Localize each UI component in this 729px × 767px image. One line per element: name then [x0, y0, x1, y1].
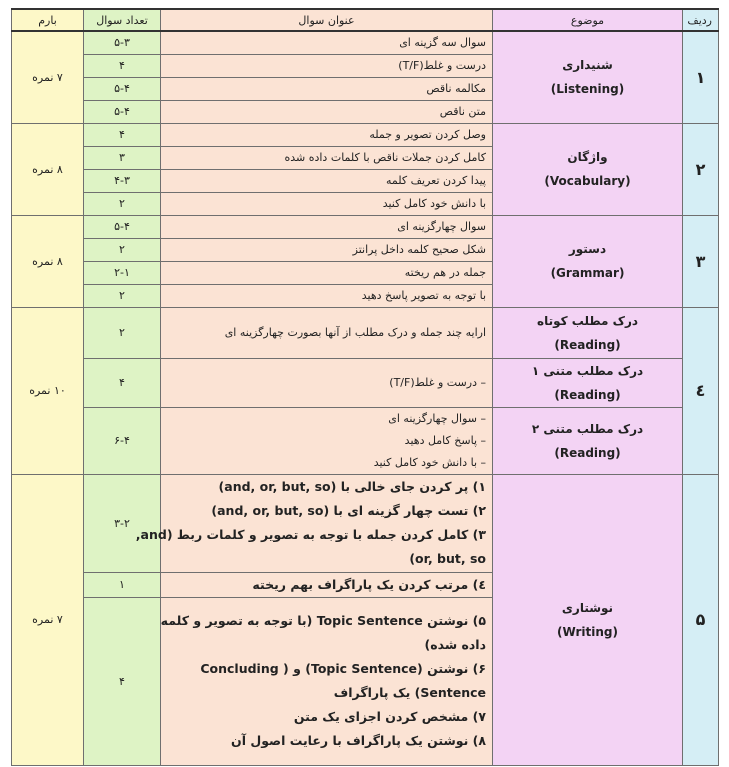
question-title: Sentence) یک پاراگراف — [333, 685, 486, 700]
section-topic — [493, 474, 683, 765]
section-number: ۵ — [683, 474, 719, 765]
question-title: – سوال چهارگزینه ای — [388, 411, 486, 425]
section-score: ۸ نمره — [12, 123, 84, 215]
question-count: ۶-۴ — [84, 407, 161, 474]
topic-fa: شنیداری — [562, 58, 613, 73]
question-title: مکالمه ناقص — [161, 77, 493, 100]
question-title: داده شده) — [424, 637, 486, 652]
question-title: ۲) تست چهار گزینه ای با (and, or, but, so) — [211, 503, 486, 518]
question-count: ۴ — [84, 123, 161, 146]
table-row — [12, 31, 719, 54]
question-titles — [161, 597, 493, 765]
table-row — [12, 307, 719, 358]
section-number: ۲ — [683, 123, 719, 215]
section-topic: درک مطلب متنی ۲ (Reading) — [493, 407, 683, 474]
section-number: ٤ — [683, 307, 719, 474]
question-title: ارایه چند جمله و درک مطلب از آنها بصورت چهارگزینه ای — [161, 307, 493, 358]
table-row — [12, 123, 719, 146]
question-title: سوال سه گزینه ای — [161, 31, 493, 54]
section-score: ۸ نمره — [12, 215, 84, 307]
question-title: درست و غلط(T/F) — [161, 54, 493, 77]
question-title: – با دانش خود کامل کنید — [373, 455, 486, 469]
question-title: با توجه به تصویر پاسخ دهید — [161, 284, 493, 307]
section-topic — [493, 307, 683, 358]
section-number: ۱ — [683, 31, 719, 123]
section-topic — [493, 123, 683, 215]
header-score: بارم — [12, 9, 84, 31]
question-count: ۴ — [84, 358, 161, 407]
question-count: ۳-۲ — [84, 474, 161, 572]
header-title: عنوان سوال — [161, 9, 493, 31]
question-title: سوال چهارگزینه ای — [161, 215, 493, 238]
question-count: ۲ — [84, 307, 161, 358]
question-title: ۵) نوشتن Topic Sentence (با توجه به تصویر و کلمه — [160, 613, 486, 628]
section-number: ۳ — [683, 215, 719, 307]
question-count: ۴ — [84, 54, 161, 77]
question-title: با دانش خود کامل کنید — [161, 192, 493, 215]
header-count: تعداد سوال — [84, 9, 161, 31]
question-count: ۲ — [84, 284, 161, 307]
question-count: ۲-۱ — [84, 261, 161, 284]
question-count: ۲ — [84, 192, 161, 215]
question-title: – درست و غلط(T/F) — [161, 358, 493, 407]
table-row — [12, 215, 719, 238]
topic-en: (Grammar) — [550, 266, 625, 280]
question-titles — [135, 474, 493, 572]
table-row — [12, 358, 719, 407]
question-title: ۳) کامل کردن جمله با توجه به تصویر و کلمات ربط (and, — [135, 527, 486, 542]
question-count: ۵-۴ — [84, 77, 161, 100]
topic-en: (Vocabulary) — [544, 174, 631, 188]
question-title: ۱) پر کردن جای خالی با (and, or, but, so) — [218, 479, 486, 494]
topic-en: (Writing) — [556, 624, 618, 639]
question-count: ۵-۴ — [84, 215, 161, 238]
question-count: ۴-۳ — [84, 169, 161, 192]
section-score: ۷ نمره — [12, 31, 84, 123]
topic-en: (Listening) — [550, 82, 625, 97]
section-score: ۷ نمره — [12, 474, 84, 765]
question-count: ۵-۳ — [84, 31, 161, 54]
section-topic — [493, 31, 683, 123]
question-title: ۷) مشخص کردن اجزای یک متن — [293, 709, 486, 724]
topic-en: (Reading) — [554, 337, 621, 352]
topic-fa: نوشتاری — [561, 600, 614, 615]
header-topic: موضوع — [493, 9, 683, 31]
question-title: or, but, so) — [409, 551, 486, 566]
question-title: متن ناقص — [161, 100, 493, 123]
header-radif: ردیف — [683, 9, 719, 31]
question-count: ۲ — [84, 238, 161, 261]
question-title: پیدا کردن تعریف کلمه — [161, 169, 493, 192]
question-count: ۴ — [84, 597, 161, 765]
question-count: ۳ — [84, 146, 161, 169]
section-topic — [493, 215, 683, 307]
table-row — [12, 474, 719, 572]
question-titles — [161, 407, 493, 474]
question-title: – پاسخ کامل دهید — [404, 433, 486, 447]
question-title: وصل کردن تصویر و جمله — [161, 123, 493, 146]
question-title: جمله در هم ریخته — [161, 261, 493, 284]
question-title: کامل کردن جملات ناقص با کلمات داده شده — [161, 146, 493, 169]
exam-blueprint-table — [11, 8, 719, 766]
question-title: شکل صحیح کلمه داخل پرانتز — [161, 238, 493, 261]
topic-fa: درک مطلب کوتاه — [536, 313, 639, 328]
question-title: ۸) نوشتن یک پاراگراف با رعایت اصول آن — [231, 733, 486, 748]
question-title: ۶) نوشتن (Topic Sentence) و ( Concluding — [200, 661, 486, 676]
topic-fa: واژگان — [567, 150, 608, 164]
question-title: ٤) مرتب کردن یک پاراگراف بهم ریخته — [161, 572, 493, 597]
question-count: ۱ — [84, 572, 161, 597]
question-count: ۵-۴ — [84, 100, 161, 123]
table-row — [12, 407, 719, 474]
topic-fa: دستور — [568, 242, 607, 256]
section-score: ۱۰ نمره — [12, 307, 84, 474]
header-row — [12, 9, 719, 31]
section-topic: درک مطلب متنی ۱ (Reading) — [493, 358, 683, 407]
